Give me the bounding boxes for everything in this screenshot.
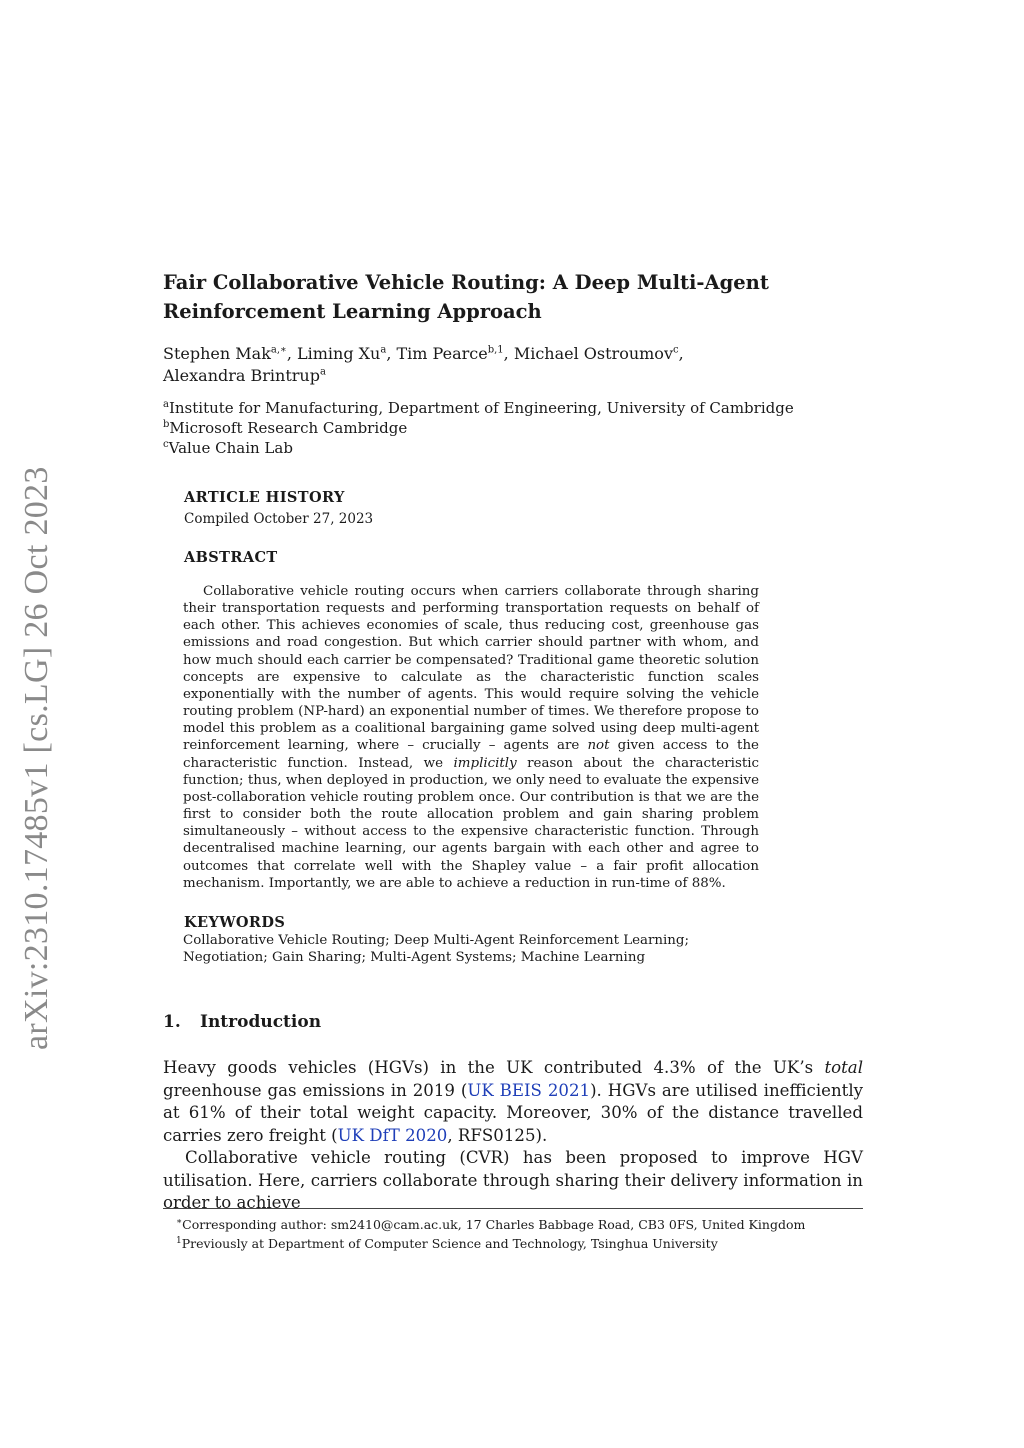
section-heading-introduction — [163, 1012, 321, 1032]
author-name: Tim Pearce — [396, 344, 488, 363]
footnote-previous-affiliation — [176, 1235, 718, 1252]
footnote-divider — [163, 1208, 863, 1209]
footnote-corresponding-author — [176, 1216, 805, 1233]
keywords-text: Collaborative Vehicle Routing; Deep Multi-Agent Reinforcement Learning; Negotiation; Gain Sharing; Multi-Agent Systems; Machine Learning — [183, 933, 690, 966]
article-history-heading: ARTICLE HISTORY — [184, 489, 345, 506]
title-line-1: Fair Collaborative Vehicle Routing: A Deep Multi-Agent — [163, 271, 769, 294]
affiliation-text: Value Chain Lab — [168, 439, 293, 457]
author-list: Stephen Mak$^{a,∗}$, Liming Xu$^a$, Tim Pearce$^{b,1}$, Michael Ostroumov$^c$, Alexandra Brintrup$^a$ — [163, 344, 684, 385]
compiled-date: Compiled October 27, 2023 — [184, 511, 374, 527]
footnote-mark: ∗ — [176, 1216, 183, 1227]
author-affiliation-mark: a — [380, 344, 387, 356]
author-name: Stephen Mak — [163, 344, 271, 363]
footnote-text: Previously at Department of Computer Science and Technology, Tsinghua University — [181, 1236, 718, 1251]
affiliation-a — [163, 398, 794, 418]
affiliation-mark: b — [163, 419, 170, 430]
abstract-emphasis: implicitly — [453, 755, 517, 771]
footnote-mark: 1 — [176, 1235, 182, 1246]
author-affiliation-mark: a — [319, 366, 326, 378]
abstract-emphasis: not — [587, 738, 610, 754]
paragraph-segment: Heavy goods vehicles (HGVs) in the UK contributed 4.3% of the UK’s — [163, 1058, 825, 1077]
paragraph-segment: , RFS0125). — [447, 1125, 548, 1145]
keywords-heading: KEYWORDS — [184, 914, 286, 931]
author-affiliation-mark: c — [672, 344, 679, 356]
author-name: Michael Ostroumov — [513, 344, 673, 363]
intro-paragraph-2: Collaborative vehicle routing (CVR) has been proposed to improve HGV utilisation. Here, carriers collaborate through sharing their delivery information in order to achieve — [163, 1148, 863, 1213]
abstract-segment: Collaborative vehicle routing occurs when carriers collaborate through sharing their transportation requests and performing transportation requests on behalf of each other. This achieves economies of scale, thus reducing cost, greenhouse gas emissions and road congestion. But which carrier should partner with whom, and how much should each carrier be compensated? Traditional game theoretic solution concepts are expensive to calculate as the characteristic function scales exponentially with the number of agents. This would require solving the vehicle routing problem (NP-hard) an exponential number of times. We therefore propose to model this problem as a coalitional bargaining game solved using deep multi-agent reinforcement learning, where – crucially – agents are — [183, 584, 759, 754]
paragraph-emphasis: total — [824, 1058, 863, 1077]
paragraph-segment: ). HGVs are utilised inefficiently at 61% of their total weight capacity. Moreover, 30% of the distance travelled carries zero freight ( — [163, 1080, 864, 1145]
arxiv-identifier-stamp: arXiv:2310.17485v1 [cs.LG] 26 Oct 2023 — [18, 466, 55, 1050]
citation-link-uk-dft[interactable]: UK DfT 2020 — [337, 1125, 448, 1145]
affiliation-text: Institute for Manufacturing, Department of Engineering, University of Cambridge — [168, 399, 794, 417]
affiliation-mark: a — [163, 399, 169, 410]
affiliation-b — [163, 418, 407, 438]
intro-paragraph-1 — [163, 1057, 863, 1147]
citation-link-uk-beis[interactable]: UK BEIS 2021 — [467, 1080, 591, 1100]
affiliation-mark: c — [163, 439, 169, 450]
title-line-2: Reinforcement Learning Approach — [163, 300, 542, 323]
author-affiliation-mark: a,∗ — [270, 344, 287, 356]
affiliation-text: Microsoft Research Cambridge — [169, 419, 408, 437]
abstract-heading: ABSTRACT — [184, 549, 278, 566]
abstract-segment: given access to the characteristic function. Instead, we — [183, 738, 759, 771]
abstract-text — [183, 583, 759, 892]
paper-title — [163, 268, 863, 326]
author-name: Liming Xu — [297, 344, 381, 363]
footnote-text: Corresponding author: sm2410@cam.ac.uk, 17 Charles Babbage Road, CB3 0FS, United Kingdom — [182, 1217, 806, 1232]
paragraph-segment: greenhouse gas emissions in 2019 ( — [163, 1080, 468, 1100]
abstract-segment: reason about the characteristic function; thus, when deployed in production, we only need to evaluate the expensive post-collaboration vehicle routing problem once. Our contribution is that we are the first to consider both the route allocation problem and gain sharing problem simultaneously – without access to the expensive characteristic function. Through decentralised machine learning, our agents bargain with each other and agree to outcomes that correlate well with the Shapley value – a fair profit allocation mechanism. Importantly, we are able to achieve a reduction in run-time of 88%. — [183, 755, 760, 891]
author-affiliation-mark: b,1 — [487, 344, 504, 356]
author-name: Alexandra Brintrup — [163, 366, 320, 385]
affiliation-c — [163, 438, 293, 458]
section-number: 1. — [163, 1012, 181, 1032]
section-title: Introduction — [200, 1012, 322, 1032]
